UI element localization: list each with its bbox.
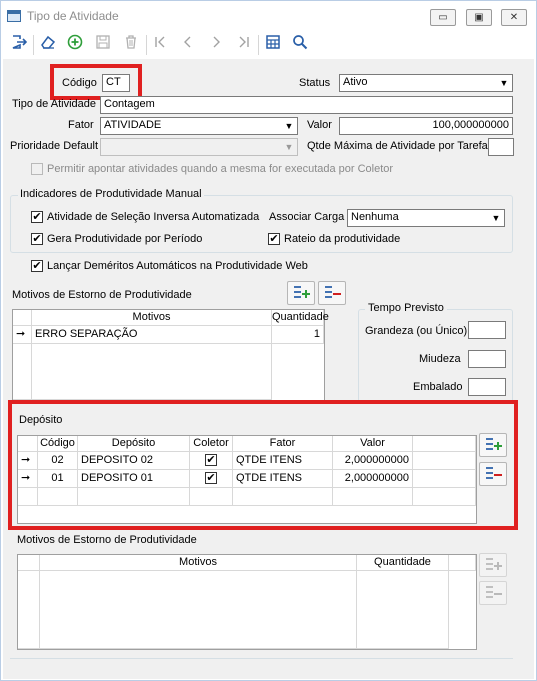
associar-select[interactable] — [347, 209, 505, 227]
check-icon: ✔ — [32, 260, 42, 272]
qtde-label: Qtde Máxima de Atividade por Tarefa — [307, 140, 488, 152]
row-indicator-header — [13, 310, 32, 326]
search-button[interactable] — [289, 34, 311, 56]
row-indicator — [18, 571, 40, 649]
chevron-down-icon[interactable]: ▼ — [281, 139, 297, 155]
fator-select[interactable] — [100, 117, 298, 135]
valor-input[interactable]: 100,000000000 — [339, 117, 513, 135]
qtde-input[interactable] — [488, 138, 514, 156]
associar-value: Nenhuma — [351, 211, 399, 223]
toolbar — [1, 31, 536, 59]
column-header[interactable]: Valor — [333, 436, 413, 452]
column-header[interactable]: Quantidade — [272, 310, 324, 326]
minimize-icon: ▭ — [438, 12, 448, 23]
codigo-input[interactable]: CT — [102, 74, 130, 92]
permitir-label: Permitir apontar atividades quando a mesma for executada por Coletor — [47, 163, 394, 175]
selecao-label: Atividade de Seleção Inversa Automatizada — [47, 211, 260, 223]
column-header[interactable]: Motivos — [40, 555, 357, 571]
window-title: Tipo de Atividade — [27, 9, 119, 23]
motivos-grid — [12, 309, 329, 401]
embalado-input[interactable] — [468, 378, 506, 396]
lancar-checkbox[interactable] — [31, 260, 43, 272]
last-icon — [236, 34, 252, 50]
motivos2-grid — [17, 554, 477, 650]
first-icon — [152, 34, 168, 50]
embalado-label: Embalado — [413, 381, 463, 393]
toolbar-separator — [146, 35, 147, 55]
exit-icon — [11, 34, 27, 50]
eraser-icon — [40, 34, 56, 50]
table-cell[interactable]: 02 — [38, 452, 78, 470]
row-pointer-icon: ➞ — [13, 326, 32, 344]
delete-icon — [123, 34, 139, 50]
tempo-title: Tempo Previsto — [365, 302, 447, 314]
rateio-label: Rateio da produtividade — [284, 233, 401, 245]
row-indicator — [13, 344, 32, 400]
add-button[interactable] — [64, 34, 86, 56]
indicadores-title: Indicadores de Produtividade Manual — [20, 188, 202, 200]
search-icon — [292, 34, 308, 50]
bottom-divider — [10, 658, 513, 659]
add-row-icon — [480, 554, 506, 576]
motivos-title: Motivos de Estorno de Produtividade — [12, 289, 192, 301]
close-button[interactable] — [501, 9, 527, 26]
check-icon: ✔ — [32, 211, 42, 223]
check-icon: ✔ — [32, 233, 42, 245]
codigo-label: Código — [62, 77, 97, 89]
grandeza-label: Grandeza (ou Único) — [365, 325, 468, 337]
deposito-highlight — [8, 400, 518, 530]
tipo-input[interactable]: Contagem — [100, 96, 513, 114]
row-indicator-header — [18, 555, 40, 571]
row-pointer-icon: ➞ — [18, 470, 38, 488]
column-header[interactable]: Código — [38, 436, 78, 452]
save-icon — [95, 34, 111, 50]
empty-header — [449, 555, 476, 571]
clear-button[interactable] — [37, 34, 59, 56]
column-header[interactable]: Motivos — [32, 310, 272, 326]
column-header[interactable]: Coletor — [190, 436, 233, 452]
table-cell[interactable]: ERRO SEPARAÇÃO — [32, 326, 272, 344]
app-icon — [7, 10, 21, 22]
add-icon — [67, 34, 83, 50]
restore-icon: ▣ — [474, 12, 484, 23]
minimize-button[interactable] — [430, 9, 456, 26]
chevron-down-icon[interactable]: ▼ — [281, 118, 297, 134]
empty-cell — [32, 344, 272, 400]
add-motivo2-button[interactable] — [479, 553, 507, 577]
remove-motivo-button[interactable] — [318, 281, 346, 305]
chevron-down-icon[interactable]: ▼ — [496, 75, 512, 91]
restore-button[interactable] — [466, 9, 492, 26]
tipo-label: Tipo de Atividade — [12, 98, 96, 110]
next-button[interactable] — [205, 34, 227, 56]
miudeza-input[interactable] — [468, 350, 506, 368]
grid-icon — [265, 34, 281, 50]
table-cell[interactable]: 2,000000000 — [333, 470, 413, 488]
table-cell[interactable]: DEPOSITO 01 — [78, 470, 190, 488]
add-row-icon — [288, 282, 314, 304]
status-value: Ativo — [343, 76, 368, 88]
gera-checkbox[interactable] — [31, 233, 43, 245]
toolbar-separator — [33, 35, 34, 55]
gera-label: Gera Produtividade por Período — [47, 233, 203, 245]
check-icon: ✔ — [206, 454, 216, 466]
associar-label: Associar Carga — [269, 211, 345, 223]
check-icon: ✔ — [206, 472, 216, 484]
motivos2-title: Motivos de Estorno de Produtividade — [17, 534, 197, 546]
table-cell[interactable]: QTDE ITENS — [233, 470, 333, 488]
add-motivo-button[interactable] — [287, 281, 315, 305]
title-bar — [1, 1, 536, 31]
table-cell[interactable]: DEPOSITO 02 — [78, 452, 190, 470]
remove-motivo2-button[interactable] — [479, 581, 507, 605]
valor-label: Valor — [307, 119, 332, 131]
permitir-checkbox[interactable] — [31, 163, 43, 175]
previous-icon — [180, 34, 196, 50]
remove-row-icon — [480, 582, 506, 604]
toolbar-separator — [258, 35, 259, 55]
prioridade-label: Prioridade Default — [10, 140, 99, 152]
first-button[interactable] — [149, 34, 171, 56]
exit-button[interactable] — [8, 34, 30, 56]
selecao-checkbox[interactable] — [31, 211, 43, 223]
chevron-down-icon[interactable]: ▼ — [488, 210, 504, 226]
delete-button[interactable] — [120, 34, 142, 56]
form-body — [3, 59, 534, 679]
row-pointer-icon: ➞ — [18, 452, 38, 470]
rateio-checkbox[interactable] — [268, 233, 280, 245]
prioridade-select[interactable] — [100, 138, 298, 156]
lancar-label: Lançar Deméritos Automáticos na Produtividade Web — [47, 260, 308, 272]
last-button[interactable] — [233, 34, 255, 56]
next-icon — [208, 34, 224, 50]
grandeza-input[interactable] — [468, 321, 506, 339]
save-button[interactable] — [92, 34, 114, 56]
close-icon: ✕ — [509, 12, 519, 23]
previous-button[interactable] — [177, 34, 199, 56]
remove-row-icon — [319, 282, 345, 304]
table-cell[interactable]: QTDE ITENS — [233, 452, 333, 470]
column-header[interactable]: Quantidade — [357, 555, 449, 571]
table-cell[interactable]: 1 — [272, 326, 324, 344]
column-header[interactable]: Depósito — [78, 436, 190, 452]
table-cell[interactable]: 01 — [38, 470, 78, 488]
table-cell[interactable]: 2,000000000 — [333, 452, 413, 470]
empty-cell — [40, 571, 357, 649]
codigo-highlight — [50, 64, 142, 100]
status-select[interactable] — [339, 74, 513, 92]
status-label: Status — [299, 77, 331, 89]
column-header[interactable]: Fator — [233, 436, 333, 452]
deposito-title: Depósito — [19, 414, 63, 426]
check-icon: ✔ — [269, 233, 279, 245]
empty-cell — [357, 571, 449, 649]
miudeza-label: Miudeza — [419, 353, 461, 365]
fator-label: Fator — [68, 119, 94, 131]
grid-button[interactable] — [262, 34, 284, 56]
fator-value: ATIVIDADE — [104, 119, 162, 131]
